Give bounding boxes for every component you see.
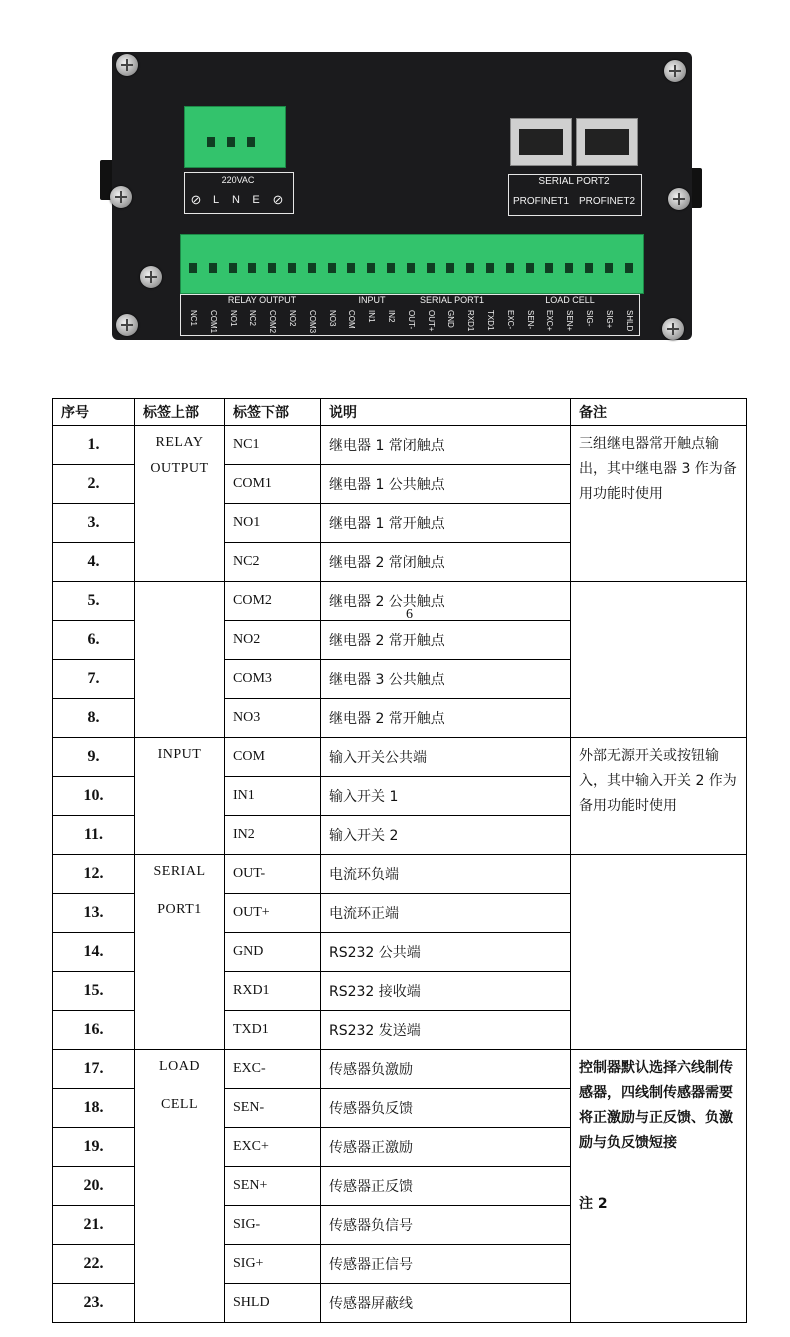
ground-icon: ⊘ — [272, 192, 284, 207]
row-index: 5. — [53, 582, 135, 621]
row-description: 传感器负激励 — [321, 1050, 571, 1089]
device-pin-label: RXD1 — [466, 310, 476, 332]
row-lower-label: TXD1 — [225, 1011, 321, 1050]
device-pin-label: NO2 — [288, 310, 297, 327]
row-index: 1. — [53, 426, 135, 465]
row-lower-label: SHLD — [225, 1284, 321, 1323]
row-index: 2. — [53, 465, 135, 504]
group-relay-line2: OUTPUT — [150, 461, 209, 476]
row-lower-label: EXC- — [225, 1050, 321, 1089]
device-pin-label: COM1 — [208, 310, 218, 334]
row-index: 15. — [53, 972, 135, 1011]
row-index: 23. — [53, 1284, 135, 1323]
screw-icon — [116, 314, 138, 336]
note-serial-empty — [571, 855, 747, 1050]
note-relay: 三组继电器常开触点输出，其中继电器 3 作为备用功能时使用 — [571, 426, 747, 582]
group-relay-empty — [135, 582, 225, 738]
row-description: RS232 接收端 — [321, 972, 571, 1011]
table-row — [53, 1050, 747, 1089]
group-load-cell — [135, 1050, 225, 1323]
power-term-l: L — [212, 194, 220, 206]
row-lower-label: COM — [225, 738, 321, 777]
device-pin-label: NO3 — [327, 310, 337, 327]
row-lower-label: NO3 — [225, 699, 321, 738]
device-pin-label: GND — [446, 310, 456, 328]
row-description: 输入开关公共端 — [321, 738, 571, 777]
device-pin-label: SEN- — [525, 310, 535, 330]
device-panel-image — [0, 0, 790, 390]
table-row — [53, 855, 747, 894]
pin-definition-table — [52, 398, 747, 1323]
device-pin-label: EXC- — [505, 310, 515, 330]
device-pin-label: SHLD — [624, 310, 634, 332]
header-lower-label: 标签下部 — [225, 399, 321, 426]
row-lower-label: COM3 — [225, 660, 321, 699]
row-description: RS232 发送端 — [321, 1011, 571, 1050]
screw-icon — [140, 266, 162, 288]
row-lower-label: EXC+ — [225, 1128, 321, 1167]
device-pin-label: COM2 — [268, 310, 278, 334]
rj45-port-1 — [510, 118, 572, 166]
row-lower-label: GND — [225, 933, 321, 972]
group-serial-line1: SERIAL — [153, 864, 206, 879]
device-pin-label: OUT- — [406, 310, 416, 330]
row-index: 18. — [53, 1089, 135, 1128]
row-lower-label: SEN- — [225, 1089, 321, 1128]
row-lower-label: OUT+ — [225, 894, 321, 933]
power-label: 220VAC — [221, 175, 255, 185]
row-lower-label: NC2 — [225, 543, 321, 582]
rj45-port-2 — [576, 118, 638, 166]
device-pin-label: NO1 — [228, 310, 238, 327]
row-lower-label: RXD1 — [225, 972, 321, 1011]
screw-icon — [668, 188, 690, 210]
group-load-line1: LOAD — [159, 1059, 200, 1074]
row-lower-label: OUT- — [225, 855, 321, 894]
row-description: 继电器 3 公共触点 — [321, 660, 571, 699]
header-description: 说明 — [321, 399, 571, 426]
note-load-2: 注 2 — [579, 1196, 608, 1212]
device-pin-label: NC2 — [248, 310, 258, 327]
power-term-n: N — [232, 194, 240, 206]
row-description: 继电器 1 公共触点 — [321, 465, 571, 504]
row-description: 继电器 1 常闭触点 — [321, 426, 571, 465]
device-pin-label: COM — [347, 310, 357, 329]
device-pin-label: EXC+ — [545, 310, 555, 332]
row-description: RS232 公共端 — [321, 933, 571, 972]
row-index: 22. — [53, 1245, 135, 1284]
note-load-text: 控制器默认选择六线制传感器，四线制传感器需要将正激励与正反馈、负激励与负反馈短接 — [579, 1060, 733, 1151]
device-pin-label: SEN+ — [565, 310, 575, 332]
row-lower-label: COM2 — [225, 582, 321, 621]
device-pin-label: OUT+ — [426, 310, 436, 332]
note-input: 外部无源开关或按钮输入，其中输入开关 2 作为备用功能时使用 — [571, 738, 747, 855]
row-description: 继电器 2 常开触点 — [321, 699, 571, 738]
row-index: 21. — [53, 1206, 135, 1245]
group-serial-port1 — [135, 855, 225, 1050]
row-lower-label: SIG+ — [225, 1245, 321, 1284]
row-description: 传感器正反馈 — [321, 1167, 571, 1206]
row-index: 7. — [53, 660, 135, 699]
profinet2-label: PROFINET2 — [578, 196, 636, 207]
row-index: 9. — [53, 738, 135, 777]
device-pin-label: IN2 — [387, 310, 396, 323]
row-index: 10. — [53, 777, 135, 816]
row-index: 8. — [53, 699, 135, 738]
table-header-row — [53, 399, 747, 426]
row-description: 传感器正激励 — [321, 1128, 571, 1167]
relay-output-label: RELAY OUTPUT — [227, 295, 297, 305]
row-description: 传感器负信号 — [321, 1206, 571, 1245]
load-cell-label: LOAD CELL — [545, 295, 595, 305]
profinet1-label: PROFINET1 — [512, 196, 570, 207]
row-lower-label: SEN+ — [225, 1167, 321, 1206]
screw-icon — [664, 60, 686, 82]
row-description: 输入开关 2 — [321, 816, 571, 855]
row-lower-label: NO1 — [225, 504, 321, 543]
row-lower-label: IN2 — [225, 816, 321, 855]
header-index: 序号 — [53, 399, 135, 426]
main-terminal-strip — [180, 234, 644, 294]
table-row — [53, 582, 747, 621]
group-relay-output — [135, 426, 225, 582]
device-pin-label: TXD1 — [486, 310, 495, 331]
header-remark: 备注 — [571, 399, 747, 426]
screw-icon — [662, 318, 684, 340]
row-index: 6. — [53, 621, 135, 660]
table-row — [53, 738, 747, 777]
row-index: 11. — [53, 816, 135, 855]
device-pin-label: SIG+ — [604, 310, 614, 329]
row-description: 输入开关 1 — [321, 777, 571, 816]
screw-icon — [110, 186, 132, 208]
row-index: 20. — [53, 1167, 135, 1206]
table-row — [53, 426, 747, 465]
group-serial-line2: PORT1 — [157, 902, 202, 917]
row-index: 13. — [53, 894, 135, 933]
group-relay-line1: RELAY — [155, 435, 204, 450]
header-upper-label: 标签上部 — [135, 399, 225, 426]
device-pin-label: SIG- — [585, 310, 594, 327]
serial2-label: SERIAL PORT2 — [538, 176, 610, 187]
row-index: 12. — [53, 855, 135, 894]
ground-icon: ⊘ — [190, 192, 202, 207]
device-pin-label: NC1 — [189, 310, 198, 327]
page-number-overlay: 6 — [406, 607, 413, 622]
screw-icon — [116, 54, 138, 76]
serial1-label: SERIAL PORT1 — [419, 295, 485, 305]
power-terminal-block — [184, 106, 286, 168]
power-term-e: E — [252, 194, 260, 206]
row-description: 传感器屏蔽线 — [321, 1284, 571, 1323]
row-description: 继电器 2 公共触点 — [321, 582, 571, 621]
group-load-line2: CELL — [161, 1097, 198, 1112]
row-index: 3. — [53, 504, 135, 543]
device-pin-label: COM3 — [307, 310, 317, 334]
group-input: INPUT — [135, 738, 225, 855]
row-description: 电流环正端 — [321, 894, 571, 933]
row-description: 继电器 2 常开触点 — [321, 621, 571, 660]
row-lower-label: IN1 — [225, 777, 321, 816]
row-index: 19. — [53, 1128, 135, 1167]
note-load-cell — [571, 1050, 747, 1323]
row-index: 14. — [53, 933, 135, 972]
row-lower-label: NO2 — [225, 621, 321, 660]
row-index: 16. — [53, 1011, 135, 1050]
note-empty — [571, 582, 747, 738]
row-description: 继电器 2 常闭触点 — [321, 543, 571, 582]
input-label: INPUT — [358, 295, 386, 305]
device-pin-label: IN1 — [367, 310, 377, 323]
row-lower-label: NC1 — [225, 426, 321, 465]
row-index: 4. — [53, 543, 135, 582]
row-description: 传感器正信号 — [321, 1245, 571, 1284]
row-lower-label: COM1 — [225, 465, 321, 504]
row-description: 传感器负反馈 — [321, 1089, 571, 1128]
row-description: 继电器 1 常开触点 — [321, 504, 571, 543]
row-description: 电流环负端 — [321, 855, 571, 894]
row-lower-label: SIG- — [225, 1206, 321, 1245]
row-index: 17. — [53, 1050, 135, 1089]
